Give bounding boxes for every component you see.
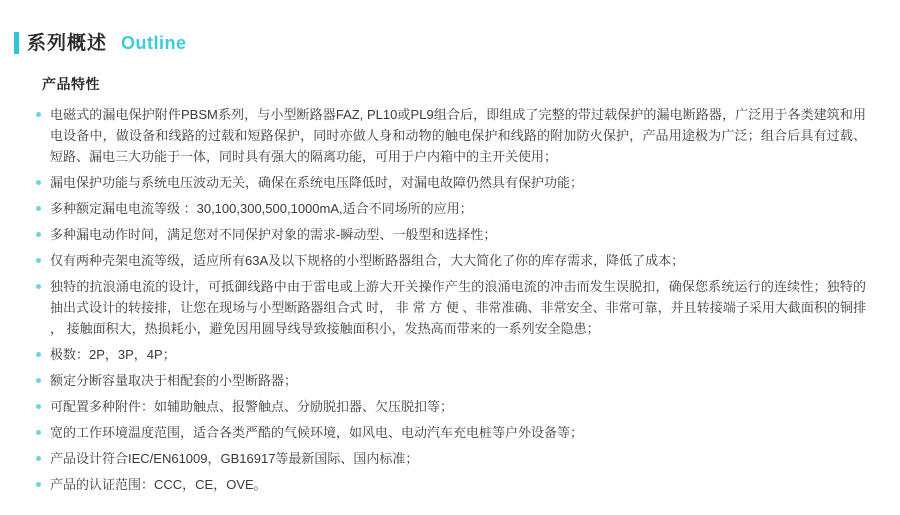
bullet-dot-icon xyxy=(36,180,41,185)
bullet-dot-icon xyxy=(36,482,41,487)
list-item xyxy=(34,396,866,417)
list-item-text: 多种漏电动作时间，满足您对不同保护对象的需求-瞬动型、一般型和选择性； xyxy=(50,227,497,242)
list-item xyxy=(34,172,866,193)
list-item xyxy=(34,104,866,167)
section-subtitle: 产品特性 xyxy=(42,76,100,92)
list-item-text: 漏电保护功能与系统电压波动无关，确保在系统电压降低时，对漏电故障仍然具有保护功能； xyxy=(50,175,584,190)
list-item-text: 仅有两种壳架电流等级，适应所有63A及以下规格的小型断路器组合，大大简化了你的库存需求，降低了成本； xyxy=(50,253,685,268)
list-item-text: 宽的工作环境温度范围，适合各类严酷的气候环境，如风电、电动汽车充电桩等户外设备等； xyxy=(50,425,584,440)
bullet-dot-icon xyxy=(36,352,41,357)
list-item xyxy=(34,250,866,271)
page-header xyxy=(0,0,900,54)
page-title-cn: 系列概述 xyxy=(27,32,108,54)
bullet-dot-icon xyxy=(36,258,41,263)
bullet-dot-icon xyxy=(36,430,41,435)
list-item-text: 额定分断容量取决于相配套的小型断路器； xyxy=(50,373,298,388)
bullet-dot-icon xyxy=(36,456,41,461)
bullet-dot-icon xyxy=(36,112,41,117)
bullet-dot-icon xyxy=(36,378,41,383)
list-item xyxy=(34,370,866,391)
list-item xyxy=(34,474,866,495)
list-item-text: 可配置多种附件：如辅助触点、报警触点、分励脱扣器、欠压脱扣等； xyxy=(50,399,454,414)
list-item xyxy=(34,276,866,339)
list-item xyxy=(34,224,866,245)
bullet-dot-icon xyxy=(36,404,41,409)
list-item xyxy=(34,448,866,469)
list-item xyxy=(34,198,866,219)
bullet-dot-icon xyxy=(36,206,41,211)
list-item-text: 极数：2P，3P，4P； xyxy=(50,347,176,362)
list-item xyxy=(34,344,866,365)
list-item-text: 独特的抗浪涌电流的设计，可抵御线路中由于雷电或上游大开关操作产生的浪涌电流的冲击而发生误脱扣，确保您系统运行的连续性；独特的抽出式设计的转接排，让您在现场与小型断路器组合式 时， 非 常 方 便 、非常准确、非常安全、非常可靠，并且转接端子采用大截面积的铜排 ， 接触面积大，热损耗小，避免因用圆导线导致接触面积小，发热高而带来的一系列安全隐患； xyxy=(50,279,866,336)
list-item-text: 多种额定漏电电流等级 ：30,100,300,500,1000mA,适合不同场所的应用； xyxy=(50,201,473,216)
bullet-dot-icon xyxy=(36,284,41,289)
bullet-dot-icon xyxy=(36,232,41,237)
list-item-text: 产品设计符合IEC/EN61009，GB16917等最新国际、国内标准； xyxy=(50,451,419,466)
list-item xyxy=(34,422,866,443)
content-area xyxy=(0,54,900,495)
header-accent-bar xyxy=(14,32,19,54)
list-item-text: 产品的认证范围：CCC，CE，OVE。 xyxy=(50,477,267,492)
page-title-en: Outline xyxy=(121,33,187,53)
feature-list xyxy=(34,104,866,495)
list-item-text: 电磁式的漏电保护附件PBSM系列，与小型断路器FAZ, PL10或PL9组合后，即组成了完整的带过载保护的漏电断路器，广泛用于各类建筑和用电设备中，做设备和线路的过载和短路保护，同时亦做人身和动物的触电保护和线路的附加防火保护，产品用途极为广泛；组合后具有过载、短路、漏电三大功能于一体，同时具有强大的隔离功能，可用于户内箱中的主开关使用； xyxy=(50,107,866,164)
